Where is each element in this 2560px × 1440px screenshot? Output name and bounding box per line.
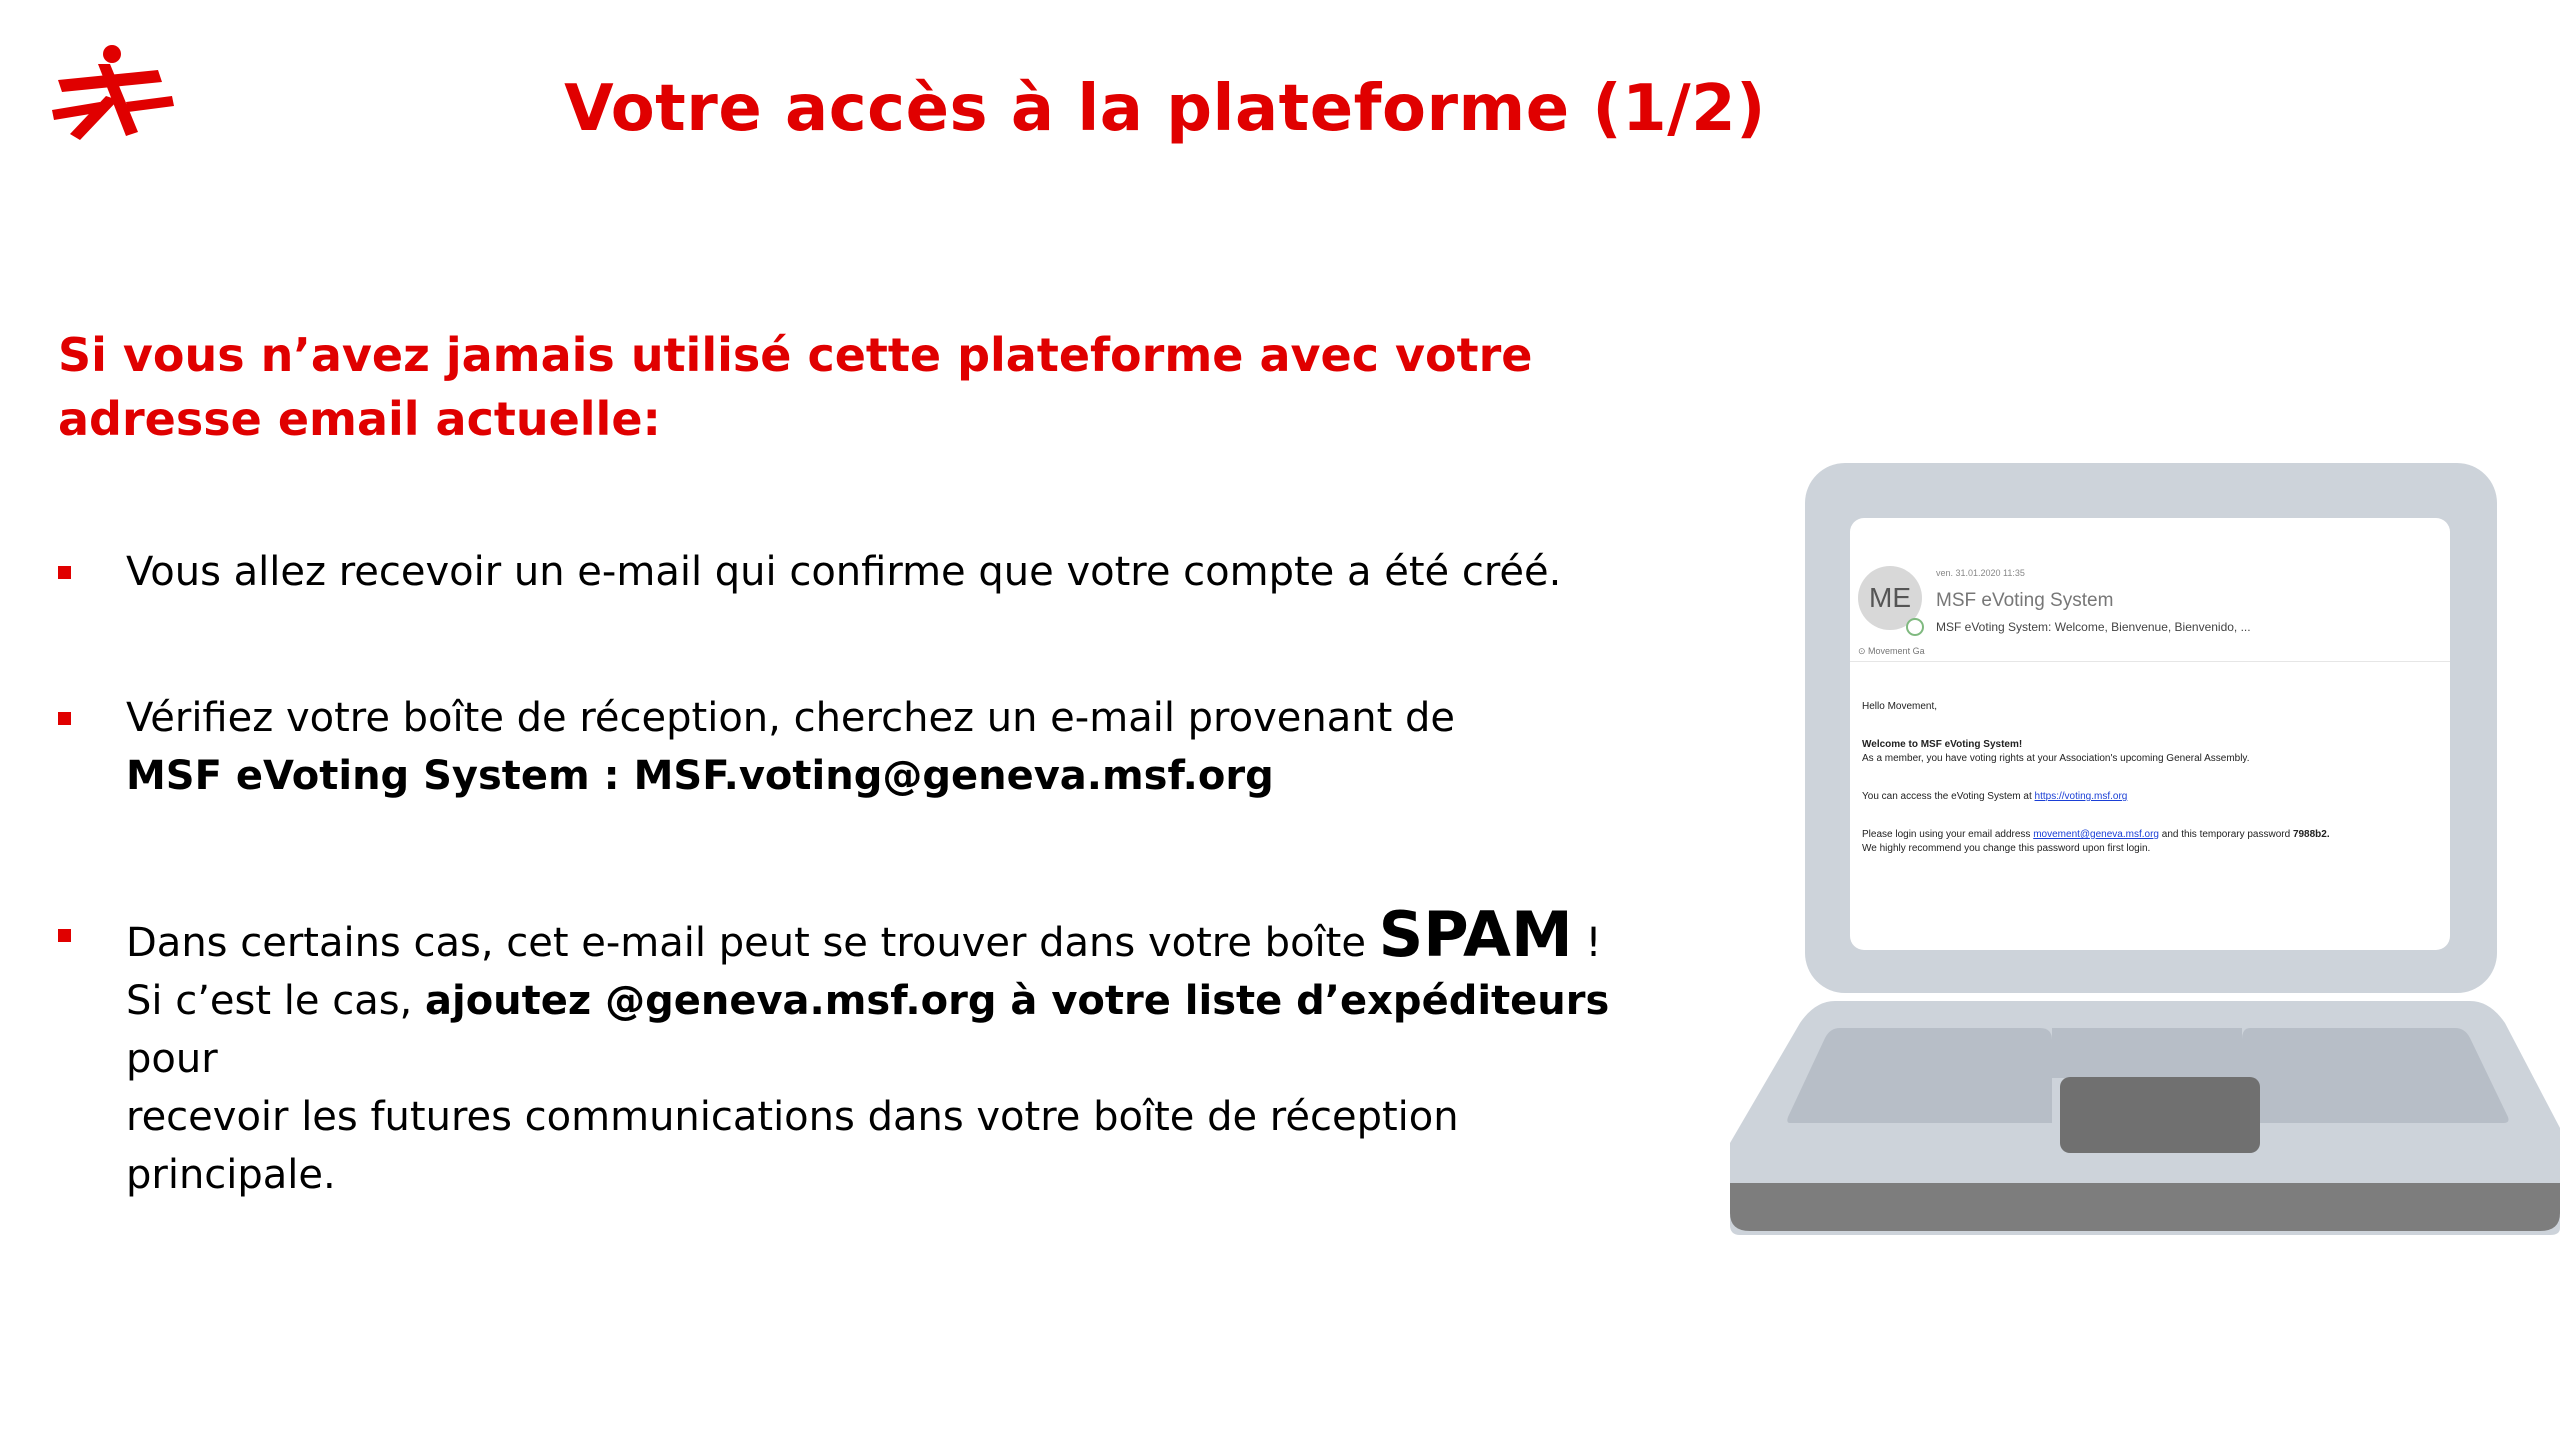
voting-link[interactable]: https://voting.msf.org	[2034, 791, 2128, 802]
add-sender-instruction: ajoutez @geneva.msf.org à votre liste d’expéditeurs	[424, 978, 1610, 1024]
bullet-square-icon	[58, 712, 71, 725]
section-subtitle: Si vous n’avez jamais utilisé cette plateforme avec votre adresse email actuelle:	[58, 328, 1533, 446]
bullet-item-email-confirmation	[58, 543, 1658, 601]
bullet-text: Vous allez recevoir un e-mail qui confirme que votre compte a été créé.	[126, 549, 1562, 595]
page-title: Votre accès à la plateforme (1/2)	[564, 72, 1766, 146]
email-login-line: Please login using your email address movement@geneva.msf.org and this temporary password 7988b2.	[1862, 829, 2330, 840]
avatar: ME	[1858, 566, 1922, 630]
bullet-text: !	[1572, 920, 1602, 966]
bullet-item-check-inbox	[58, 689, 1658, 805]
email-welcome: Welcome to MSF eVoting System!	[1862, 739, 2023, 750]
bullet-text: Dans certains cas, cet e-mail peut se trouver dans votre boîte	[126, 920, 1379, 966]
spam-label: SPAM	[1378, 898, 1573, 971]
email-address-link[interactable]: movement@geneva.msf.org	[2033, 829, 2159, 840]
presence-icon	[1906, 618, 1924, 636]
email-greeting: Hello Movement,	[1862, 701, 1938, 712]
bullet-text: Vérifiez votre boîte de réception, cherchez un e-mail provenant de	[126, 695, 1455, 741]
bullet-item-spam	[58, 898, 1658, 1204]
bullet-text: recevoir les futures communications dans votre boîte de réception principale.	[126, 1094, 1459, 1198]
email-body	[1862, 700, 2442, 856]
email-member-text: As a member, you have voting rights at your Association's upcoming General Assembly.	[1862, 753, 2250, 764]
bullet-text: pour	[126, 1036, 218, 1082]
email-sender: MSF eVoting System	[1936, 590, 2114, 611]
bullet-square-icon	[58, 929, 71, 942]
email-preview	[1850, 518, 2450, 950]
email-date: ven. 31.01.2020 11:35	[1936, 568, 2025, 578]
email-access-line: You can access the eVoting System at https://voting.msf.org	[1862, 791, 2128, 802]
bullet-square-icon	[58, 566, 71, 579]
email-recipient: ⊙ Movement Ga	[1858, 646, 1925, 656]
email-recommend-text: We highly recommend you change this password upon first login.	[1862, 843, 2151, 854]
email-subject: MSF eVoting System: Welcome, Bienvenue, Bienvenido, ...	[1936, 620, 2251, 634]
bullet-text: Si c’est le cas,	[126, 978, 425, 1024]
divider	[1850, 661, 2450, 662]
sender-address: MSF eVoting System : MSF.voting@geneva.msf.org	[126, 753, 1274, 799]
